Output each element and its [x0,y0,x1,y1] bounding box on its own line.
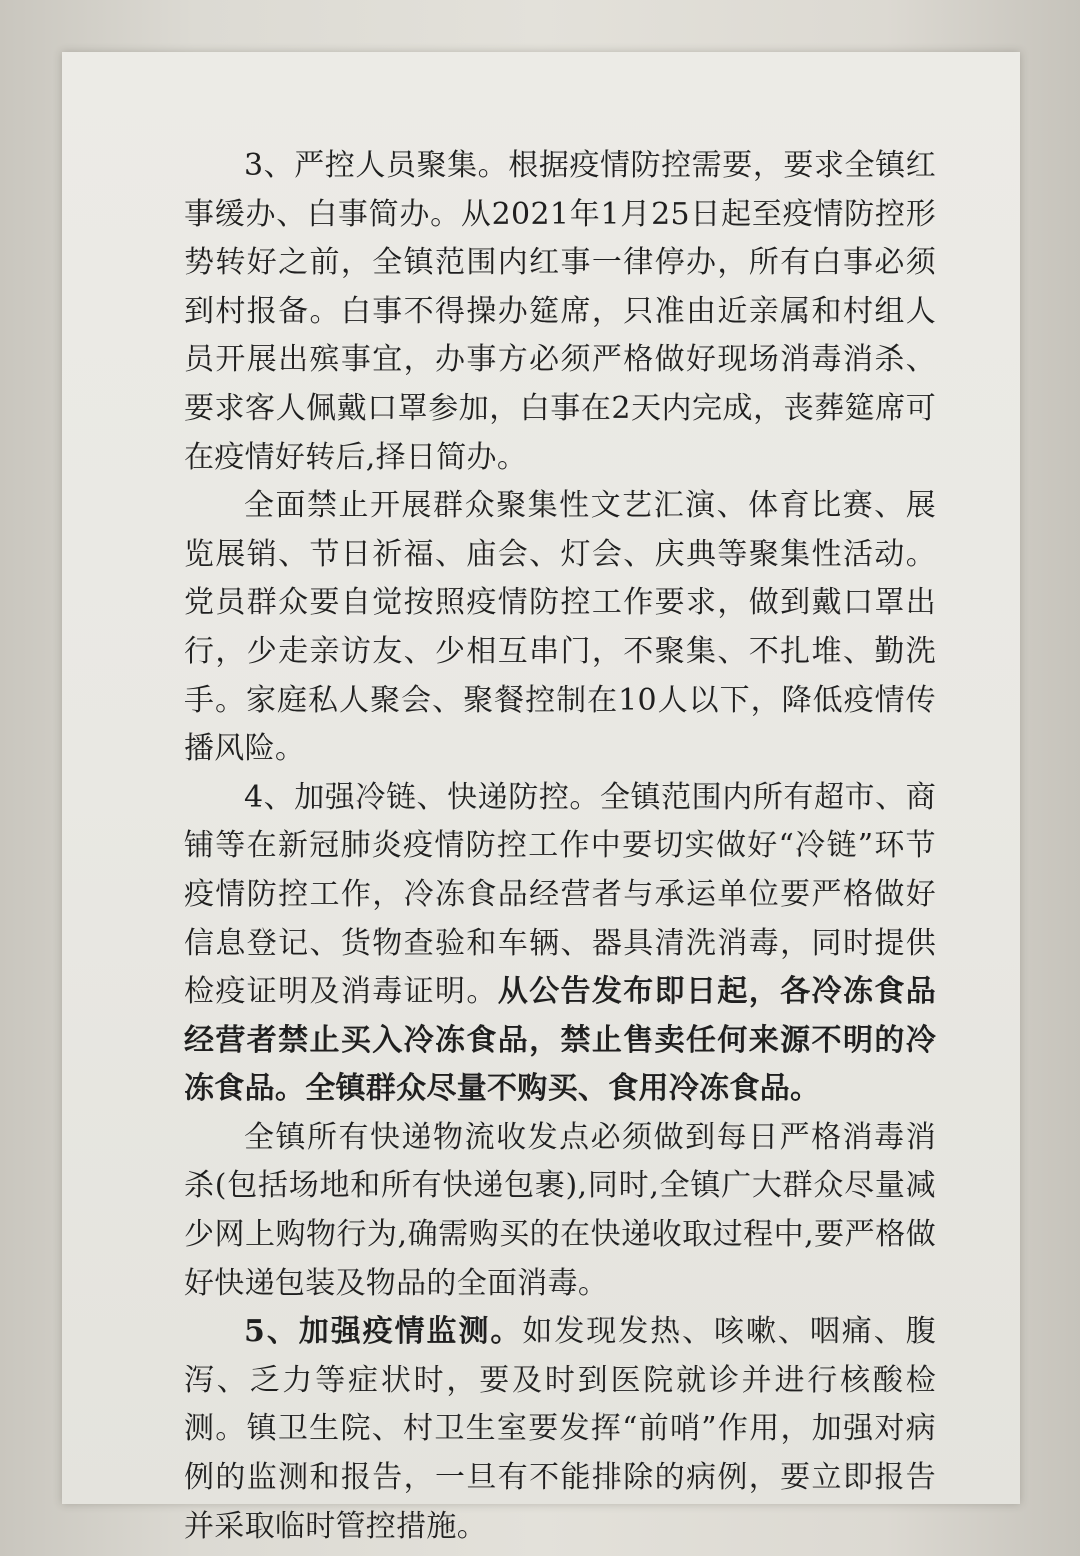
paragraph-3 [184,142,936,482]
paragraph-5 [184,1308,936,1551]
paragraph-gatherings-text: 全面禁止开展群众聚集性文艺汇演、体育比赛、展览展销、节日祈福、庙会、灯会、庆典等聚集性活动。党员群众要自觉按照疫情防控工作要求，做到戴口罩出行，少走亲访友、少相互串门，不聚集、不扎堆、勤洗手。家庭私人聚会、聚餐控制在10人以下，降低疫情传播风险。 [184,488,936,767]
paragraph-4-bold-text: 从公告发布即日起，各冷冻食品经营者禁止买入冷冻食品，禁止售卖任何来源不明的冷冻食品。全镇群众尽量不购买、食用冷冻食品。 [184,974,936,1107]
section-heading-3: 3、严控人员聚集。 [244,148,509,183]
paragraph-4-express [184,1114,936,1308]
paragraph-3-text: 根据疫情防控需要，要求全镇红事缓办、白事简办。从2021年1月25日起至疫情防控形势转好之前，全镇范围内红事一律停办，所有白事必须到村报备。白事不得操办筵席，只准由近亲属和村组人员开展出殡事宜，办事方必须严格做好现场消毒消杀、要求客人佩戴口罩参加，白事在2天内完成，丧葬筵席可在疫情好转后,择日简办。 [184,148,936,475]
section-heading-5: 5、加强疫情监测。 [244,1314,523,1350]
paragraph-5-text: 如发现发热、咳嗽、咽痛、腹泻、乏力等症状时，要及时到医院就诊并进行核酸检测。镇卫生院、村卫生室要发挥“前哨”作用，加强对病例的监测和报告，一旦有不能排除的病例，要立即报告并采取临时管控措施。 [184,1314,936,1544]
paragraph-4 [184,774,936,1114]
document-body [184,142,936,1551]
paragraph-express-text: 全镇所有快递物流收发点必须做到每日严格消毒消杀(包括场地和所有快递包裹),同时,全镇广大群众尽量减少网上购物行为,确需购买的在快递收取过程中,要严格做好快递包装及物品的全面消毒。 [184,1119,936,1301]
section-heading-4: 4、加强冷链、快递防控。 [244,779,600,815]
paragraph-3-gatherings [184,482,936,774]
paragraph-4-text: 全镇范围内所有超市、商铺等在新冠肺炎疫情防控工作中要切实做好“冷链”环节疫情防控工作，冷冻食品经营者与承运单位要严格做好信息登记、货物查验和车辆、器具清洗消毒，同时提供检疫证明及消毒证明。 [184,779,936,1010]
